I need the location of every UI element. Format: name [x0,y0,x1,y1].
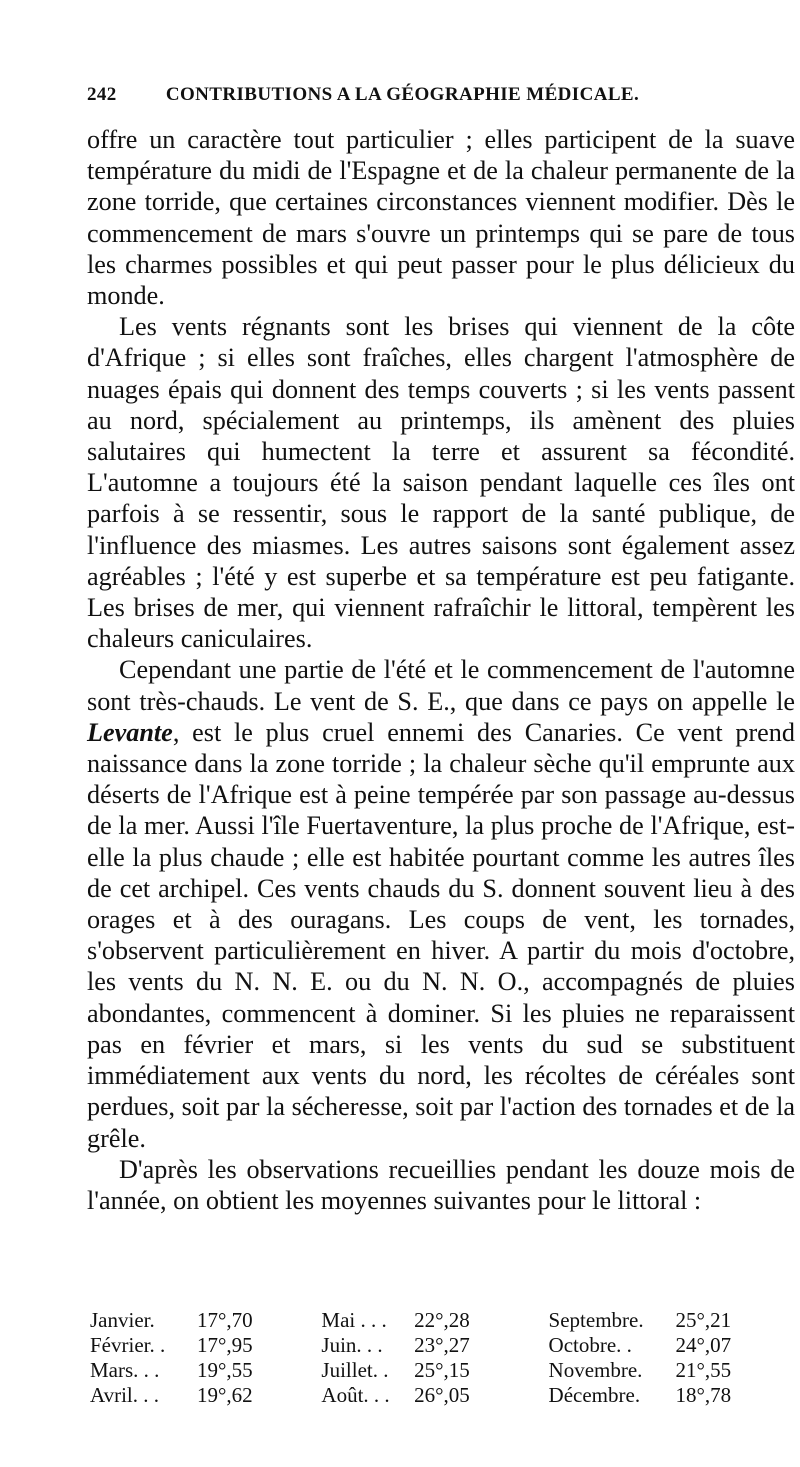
month-label: Octobre. . [548,1333,632,1357]
month-label: Février. . [90,1333,166,1357]
month-label: Janvier. [90,1308,155,1332]
month-label: Novembre. [548,1358,643,1382]
temperature-value: 17°,70 [196,1308,253,1332]
month-label: Mai . . . [321,1308,387,1332]
paragraph-observations: D'après les observations recueillies pendant les douze mois de l'année, on obtient les moyennes suivantes pour le littoral : [87,1154,795,1215]
paragraph-continued: offre un caractère tout particulier ; elles participent de la suave température du midi de l'Espagne et de la chaleur permanente de la zone torride, que certaines circonstances viennent modifier. Dès le commencement de mars s'ouvre un printemps qui se pare de tous les charmes possibles et qui peut passer pour le plus délicieux du monde. [87,125,795,311]
table-row [90,1333,790,1358]
table-row [90,1383,790,1408]
temperature-table [90,1308,790,1408]
month-label: Juin. . . [321,1333,383,1357]
table-row [90,1308,790,1333]
month-label: Juillet. . [321,1358,389,1382]
table-row [90,1358,790,1383]
temperature-value: 17°,95 [196,1333,253,1357]
running-title: CONTRIBUTIONS A LA GÉOGRAPHIE MÉDICALE. [165,84,640,105]
temperature-value: 22°,28 [414,1308,470,1332]
body-text [87,124,795,1216]
month-label: Avril. . . [90,1383,160,1407]
levante-emphasis: Levante [87,717,173,747]
page-number: 242 [87,84,117,105]
month-label: Décembre. [548,1383,641,1407]
temperature-value: 25°,21 [675,1308,732,1332]
temperature-value: 25°,15 [414,1358,470,1382]
paragraph-winds: Les vents régnants sont les brises qui viennent de la côte d'Afrique ; si elles sont fraîches, elles chargent l'atmosphère de nuages épais qui donnent des temps couverts ; si les vents passent au nord, spécialement au printemps, ils amènent des pluies salutaires qui humectent la terre et assurent sa fécondité. L'automne a toujours été la saison pendant laquelle ces îles ont parfois à se ressentir, sous le rapport de la santé publique, de l'influence des miasmes. Les autres saisons sont également assez agréables ; l'été y est superbe et sa température est peu fatigante. Les brises de mer, qui viennent rafraîchir le littoral, tempèrent les chaleurs caniculaires. [87,312,795,654]
paragraph-levante-start: Cependant une partie de l'été et le commencement de l'automne sont très-chauds. Le vent de S. E., que dans ce pays on appelle le [87,655,795,716]
running-head [87,84,728,114]
month-label: Août. . . [321,1383,390,1407]
temperature-value: 18°,78 [675,1383,732,1407]
temperature-value: 19°,62 [196,1383,253,1407]
temperature-value: 21°,55 [675,1358,732,1382]
temperature-value: 26°,05 [414,1383,470,1407]
temperature-value: 24°,07 [675,1333,732,1357]
temperature-value: 19°,55 [196,1358,253,1382]
month-label: Septembre. [548,1308,644,1332]
month-label: Mars. . . [90,1358,160,1382]
paragraph-levante-end: , est le plus cruel ennemi des Canaries. Ce vent prend naissance dans la zone torride ; la chaleur sèche qu'il emprunte aux déserts de l'Afrique est à peine tempérée par son passage au-dessus de la mer. Aussi l'île Fuertaventure, la plus proche de l'Afrique, est-elle la plus chaude ; elle est habitée pourtant comme les autres îles de cet archipel. Ces vents chauds du S. donnent souvent lieu à des orages et à des ouragans. Les coups de vent, les tornades, s'observent particulièrement en hiver. A partir du mois d'octobre, les vents du N. N. E. ou du N. N. O., accompagnés de pluies abondantes, commencent à dominer. Si les pluies ne reparaissent pas en février et mars, si les vents du sud se substituent immédiatement aux vents du nord, les récoltes de céréales sont perdues, soit par la sécheresse, soit par l'action des tornades et de la grêle. [87,717,795,1153]
temperature-value: 23°,27 [414,1333,470,1357]
paragraph-levante [87,654,795,1153]
